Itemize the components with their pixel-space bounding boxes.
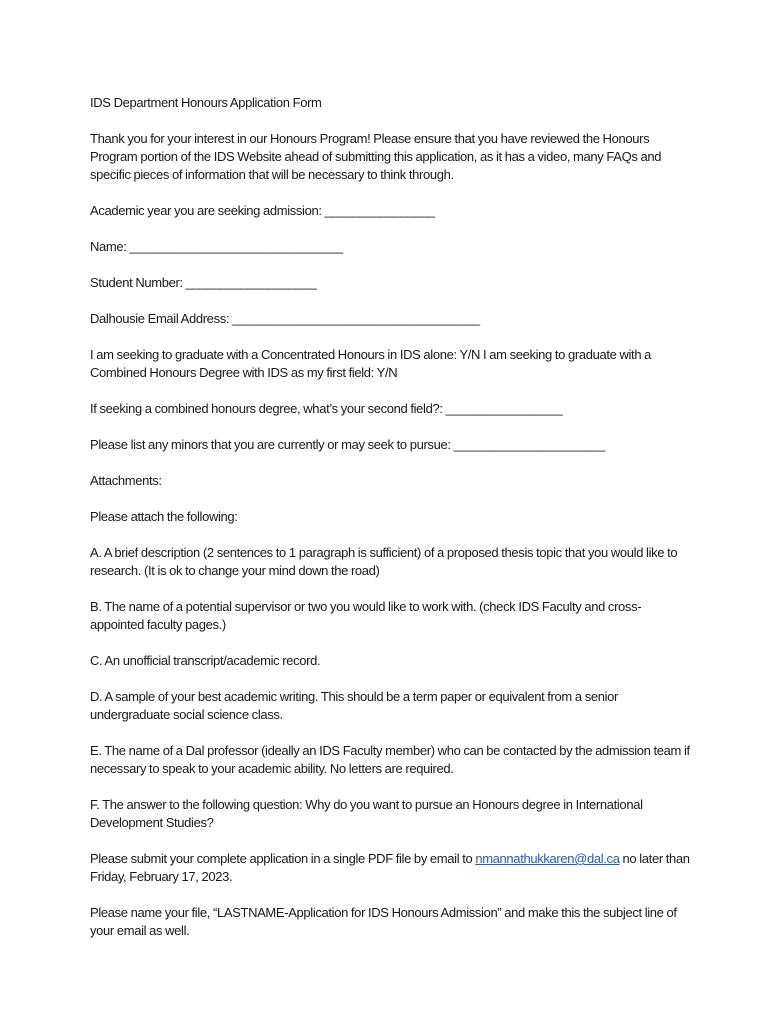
attachments-heading: Attachments: <box>90 473 162 488</box>
intro-paragraph: Thank you for your interest in our Honours Program! Please ensure that you have reviewed the Honours Program portion of the IDS Website ahead of submitting this application, as it has a video, many FAQs and specific pieces of information that will be necessary to think through. <box>90 131 662 182</box>
document-title: IDS Department Honours Application Form <box>90 95 322 110</box>
submit-instructions <box>90 850 690 886</box>
name-field[interactable]: Name: _______________________________ <box>90 239 343 254</box>
graduation-question: I am seeking to graduate with a Concentrated Honours in IDS alone: Y/N I am seeking to graduate with a Combined Honours Degree with IDS as my first field: Y/N <box>90 347 652 380</box>
academic-year-field[interactable]: Academic year you are seeking admission: ________________ <box>90 203 435 218</box>
second-field-question[interactable]: If seeking a combined honours degree, what’s your second field?: _________________ <box>90 401 563 416</box>
attachment-item-d: D. A sample of your best academic writing. This should be a term paper or equivalent from a senior undergraduate social science class. <box>90 689 619 722</box>
submit-text-after: no later than Friday, February 17, 2023. <box>90 851 690 884</box>
submit-text-before: Please submit your complete application in a single PDF file by email to <box>90 851 476 866</box>
submit-email-link[interactable]: nmannathukkaren@dal.ca <box>475 851 620 866</box>
attachment-item-e: E. The name of a Dal professor (ideally an IDS Faculty member) who can be contacted by the admission team if necessary to speak to your academic ability. No letters are required. <box>90 743 690 776</box>
minors-question[interactable]: Please list any minors that you are currently or may seek to pursue: ______________________ <box>90 437 605 452</box>
attachment-item-a: A. A brief description (2 sentences to 1 paragraph is sufficient) of a proposed thesis topic that you would like to research. (It is ok to change your mind down the road) <box>90 545 678 578</box>
attach-intro: Please attach the following: <box>90 509 238 524</box>
document-page <box>90 94 690 958</box>
email-field[interactable]: Dalhousie Email Address: ____________________________________ <box>90 311 480 326</box>
filename-note: Please name your file, “LASTNAME-Application for IDS Honours Admission” and make this the subject line of your email as well. <box>90 905 677 938</box>
student-number-field[interactable]: Student Number: ___________________ <box>90 275 317 290</box>
attachment-item-f: F. The answer to the following question: Why do you want to pursue an Honours degree in International Development Studies? <box>90 797 643 830</box>
attachment-item-c: C. An unofficial transcript/academic record. <box>90 653 321 668</box>
attachment-item-b: B. The name of a potential supervisor or two you would like to work with. (check IDS Faculty and cross-appointed faculty pages.) <box>90 599 642 632</box>
